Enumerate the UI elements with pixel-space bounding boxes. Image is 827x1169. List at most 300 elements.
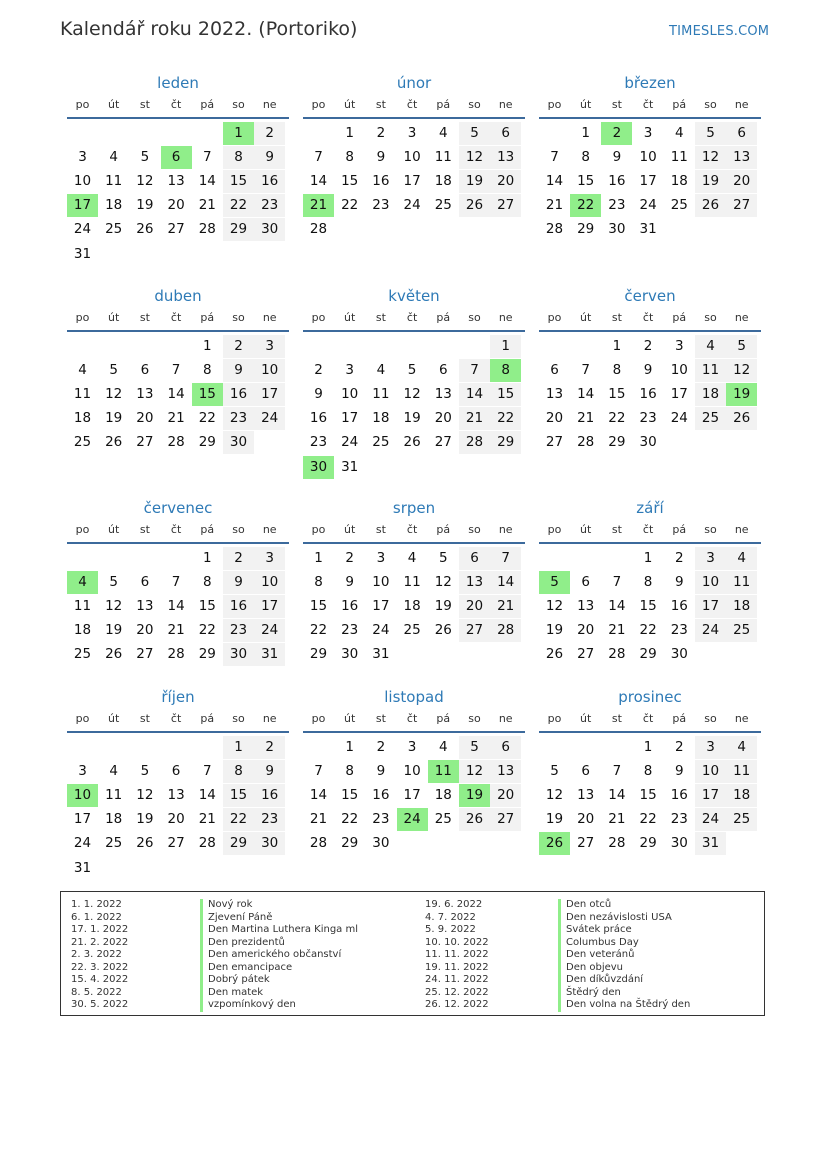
holiday-day-cell[interactable]: 19: [726, 383, 757, 406]
day-cell[interactable]: 16: [341, 598, 359, 615]
day-cell[interactable]: 25: [105, 835, 123, 852]
day-cell[interactable]: 27: [136, 646, 154, 663]
holiday-day-cell[interactable]: 10: [67, 784, 98, 807]
day-cell[interactable]: 1: [223, 736, 254, 759]
day-cell[interactable]: 28: [198, 221, 216, 238]
day-cell[interactable]: 12: [545, 598, 564, 615]
day-cell[interactable]: 30: [670, 835, 688, 852]
day-cell[interactable]: 3: [407, 739, 417, 755]
day-cell[interactable]: 24: [254, 407, 285, 430]
day-cell[interactable]: 8: [314, 574, 323, 591]
day-cell[interactable]: 8: [203, 574, 212, 591]
day-cell[interactable]: 11: [105, 787, 123, 804]
day-cell[interactable]: 25: [403, 622, 421, 639]
day-cell[interactable]: 28: [608, 646, 626, 663]
day-cell[interactable]: 22: [639, 622, 657, 639]
day-cell[interactable]: 31: [372, 646, 390, 663]
day-cell[interactable]: 21: [167, 410, 185, 427]
day-cell[interactable]: 15: [223, 784, 254, 807]
day-cell[interactable]: 4: [675, 125, 684, 141]
day-cell[interactable]: 2: [254, 122, 285, 145]
day-cell[interactable]: 27: [577, 646, 595, 663]
day-cell[interactable]: 1: [581, 125, 590, 141]
day-cell[interactable]: 13: [136, 386, 154, 403]
day-cell[interactable]: 2: [675, 739, 684, 755]
day-cell[interactable]: 14: [608, 787, 626, 804]
day-cell[interactable]: 26: [545, 646, 564, 663]
day-cell[interactable]: 11: [434, 149, 452, 166]
holiday-day-cell[interactable]: 5: [539, 571, 570, 594]
day-cell[interactable]: 20: [167, 197, 185, 214]
day-cell[interactable]: 18: [726, 784, 757, 807]
day-cell[interactable]: 7: [459, 359, 490, 382]
day-cell[interactable]: 12: [434, 574, 452, 591]
day-cell[interactable]: 21: [198, 197, 216, 214]
holiday-day-cell[interactable]: 21: [303, 194, 334, 217]
day-cell[interactable]: 28: [545, 221, 564, 238]
day-cell[interactable]: 15: [639, 787, 657, 804]
day-cell[interactable]: 22: [198, 410, 216, 427]
day-cell[interactable]: 7: [314, 149, 323, 166]
day-cell[interactable]: 2: [223, 547, 254, 570]
holiday-day-cell[interactable]: 19: [459, 784, 490, 807]
day-cell[interactable]: 29: [639, 646, 657, 663]
day-cell[interactable]: 18: [73, 410, 92, 427]
day-cell[interactable]: 6: [140, 362, 150, 379]
day-cell[interactable]: 2: [376, 125, 386, 141]
day-cell[interactable]: 30: [341, 646, 359, 663]
day-cell[interactable]: 25: [105, 221, 123, 238]
day-cell[interactable]: 8: [223, 760, 254, 783]
day-cell[interactable]: 17: [73, 811, 92, 828]
day-cell[interactable]: 12: [136, 173, 154, 190]
day-cell[interactable]: 22: [639, 811, 657, 828]
day-cell[interactable]: 18: [73, 622, 92, 639]
day-cell[interactable]: 31: [639, 221, 657, 238]
day-cell[interactable]: 10: [254, 359, 285, 382]
day-cell[interactable]: 15: [309, 598, 328, 615]
day-cell[interactable]: 19: [545, 811, 564, 828]
day-cell[interactable]: 25: [670, 197, 688, 214]
day-cell[interactable]: 18: [434, 173, 452, 190]
day-cell[interactable]: 31: [341, 458, 359, 475]
holiday-day-cell[interactable]: 24: [397, 808, 428, 831]
day-cell[interactable]: 27: [136, 434, 154, 451]
day-cell[interactable]: 2: [675, 550, 684, 566]
day-cell[interactable]: 6: [726, 122, 757, 145]
day-cell[interactable]: 29: [198, 434, 216, 451]
day-cell[interactable]: 24: [695, 619, 726, 642]
day-cell[interactable]: 4: [407, 550, 417, 566]
holiday-day-cell[interactable]: 30: [303, 456, 334, 479]
day-cell[interactable]: 12: [105, 386, 123, 403]
day-cell[interactable]: 24: [73, 221, 92, 238]
day-cell[interactable]: 4: [439, 739, 448, 755]
day-cell[interactable]: 16: [254, 170, 285, 193]
day-cell[interactable]: 6: [140, 574, 150, 591]
day-cell[interactable]: 9: [612, 149, 622, 166]
day-cell[interactable]: 22: [309, 622, 328, 639]
day-cell[interactable]: 15: [608, 386, 626, 403]
day-cell[interactable]: 13: [726, 146, 757, 169]
day-cell[interactable]: 23: [608, 197, 626, 214]
day-cell[interactable]: 9: [223, 571, 254, 594]
day-cell[interactable]: 16: [608, 173, 626, 190]
day-cell[interactable]: 21: [167, 622, 185, 639]
day-cell[interactable]: 12: [695, 146, 726, 169]
day-cell[interactable]: 6: [581, 574, 590, 591]
day-cell[interactable]: 14: [309, 787, 328, 804]
day-cell[interactable]: 22: [490, 407, 521, 430]
day-cell[interactable]: 18: [726, 595, 757, 618]
day-cell[interactable]: 8: [203, 362, 212, 379]
day-cell[interactable]: 24: [372, 622, 390, 639]
day-cell[interactable]: 26: [105, 434, 123, 451]
day-cell[interactable]: 15: [198, 598, 216, 615]
day-cell[interactable]: 24: [670, 410, 688, 427]
day-cell[interactable]: 5: [109, 362, 118, 379]
day-cell[interactable]: 9: [675, 574, 684, 591]
day-cell[interactable]: 12: [459, 146, 490, 169]
day-cell[interactable]: 29: [223, 218, 254, 241]
day-cell[interactable]: 2: [254, 736, 285, 759]
day-cell[interactable]: 25: [434, 197, 452, 214]
day-cell[interactable]: 13: [167, 173, 185, 190]
day-cell[interactable]: 21: [198, 811, 216, 828]
day-cell[interactable]: 8: [223, 146, 254, 169]
day-cell[interactable]: 27: [434, 434, 452, 451]
day-cell[interactable]: 17: [372, 598, 390, 615]
day-cell[interactable]: 10: [695, 760, 726, 783]
day-cell[interactable]: 5: [459, 736, 490, 759]
day-cell[interactable]: 29: [223, 832, 254, 855]
day-cell[interactable]: 13: [434, 386, 452, 403]
day-cell[interactable]: 3: [407, 125, 417, 141]
day-cell[interactable]: 28: [309, 835, 328, 852]
day-cell[interactable]: 13: [167, 787, 185, 804]
day-cell[interactable]: 1: [203, 550, 212, 566]
day-cell[interactable]: 18: [403, 598, 421, 615]
day-cell[interactable]: 17: [254, 383, 285, 406]
day-cell[interactable]: 21: [608, 811, 626, 828]
day-cell[interactable]: 13: [577, 787, 595, 804]
day-cell[interactable]: 16: [670, 787, 688, 804]
day-cell[interactable]: 5: [695, 122, 726, 145]
day-cell[interactable]: 19: [434, 598, 452, 615]
day-cell[interactable]: 18: [105, 811, 123, 828]
day-cell[interactable]: 6: [439, 362, 448, 379]
day-cell[interactable]: 21: [309, 811, 328, 828]
day-cell[interactable]: 25: [434, 811, 452, 828]
day-cell[interactable]: 20: [459, 595, 490, 618]
brand-link[interactable]: TIMESLES.COM: [669, 24, 770, 39]
day-cell[interactable]: 29: [639, 835, 657, 852]
day-cell[interactable]: 10: [403, 763, 421, 780]
day-cell[interactable]: 22: [198, 622, 216, 639]
day-cell[interactable]: 18: [670, 173, 688, 190]
day-cell[interactable]: 17: [695, 784, 726, 807]
day-cell[interactable]: 25: [726, 808, 757, 831]
day-cell[interactable]: 29: [198, 646, 216, 663]
day-cell[interactable]: 9: [223, 359, 254, 382]
holiday-day-cell[interactable]: 22: [570, 194, 601, 217]
day-cell[interactable]: 23: [341, 622, 359, 639]
day-cell[interactable]: 14: [198, 787, 216, 804]
day-cell[interactable]: 22: [608, 410, 626, 427]
day-cell[interactable]: 30: [639, 434, 657, 451]
day-cell[interactable]: 26: [459, 194, 490, 217]
day-cell[interactable]: 12: [545, 787, 564, 804]
day-cell[interactable]: 15: [341, 787, 359, 804]
day-cell[interactable]: 8: [643, 574, 653, 591]
day-cell[interactable]: 9: [314, 386, 323, 403]
day-cell[interactable]: 2: [314, 362, 323, 379]
day-cell[interactable]: 10: [670, 362, 688, 379]
day-cell[interactable]: 30: [254, 832, 285, 855]
day-cell[interactable]: 17: [670, 386, 688, 403]
day-cell[interactable]: 25: [73, 646, 92, 663]
day-cell[interactable]: 16: [254, 784, 285, 807]
day-cell[interactable]: 28: [608, 835, 626, 852]
day-cell[interactable]: 30: [223, 643, 254, 666]
day-cell[interactable]: 4: [78, 362, 87, 379]
day-cell[interactable]: 13: [545, 386, 564, 403]
day-cell[interactable]: 5: [459, 122, 490, 145]
day-cell[interactable]: 3: [695, 736, 726, 759]
day-cell[interactable]: 28: [577, 434, 595, 451]
day-cell[interactable]: 13: [490, 760, 521, 783]
day-cell[interactable]: 31: [73, 245, 92, 262]
day-cell[interactable]: 11: [695, 359, 726, 382]
day-cell[interactable]: 17: [695, 595, 726, 618]
day-cell[interactable]: 3: [78, 149, 87, 166]
day-cell[interactable]: 27: [545, 434, 564, 451]
day-cell[interactable]: 9: [345, 574, 354, 591]
day-cell[interactable]: 31: [695, 832, 726, 855]
day-cell[interactable]: 4: [109, 763, 118, 780]
day-cell[interactable]: 13: [136, 598, 154, 615]
day-cell[interactable]: 19: [403, 410, 421, 427]
day-cell[interactable]: 12: [105, 598, 123, 615]
day-cell[interactable]: 20: [545, 410, 564, 427]
day-cell[interactable]: 1: [314, 550, 323, 566]
day-cell[interactable]: 15: [490, 383, 521, 406]
day-cell[interactable]: 5: [550, 763, 559, 780]
day-cell[interactable]: 25: [73, 434, 92, 451]
day-cell[interactable]: 6: [459, 547, 490, 570]
day-cell[interactable]: 7: [171, 574, 181, 591]
day-cell[interactable]: 9: [376, 763, 386, 780]
day-cell[interactable]: 27: [490, 194, 521, 217]
day-cell[interactable]: 22: [223, 194, 254, 217]
day-cell[interactable]: 3: [695, 547, 726, 570]
day-cell[interactable]: 5: [407, 362, 417, 379]
day-cell[interactable]: 25: [372, 434, 390, 451]
day-cell[interactable]: 14: [490, 571, 521, 594]
day-cell[interactable]: 31: [254, 643, 285, 666]
day-cell[interactable]: 30: [608, 221, 626, 238]
day-cell[interactable]: 12: [136, 787, 154, 804]
holiday-day-cell[interactable]: 17: [67, 194, 98, 217]
holiday-day-cell[interactable]: 26: [539, 832, 570, 855]
day-cell[interactable]: 7: [314, 763, 323, 780]
day-cell[interactable]: 3: [254, 335, 285, 358]
day-cell[interactable]: 8: [643, 763, 653, 780]
holiday-day-cell[interactable]: 4: [67, 571, 98, 594]
day-cell[interactable]: 1: [345, 739, 354, 755]
day-cell[interactable]: 25: [695, 407, 726, 430]
day-cell[interactable]: 7: [490, 547, 521, 570]
day-cell[interactable]: 28: [459, 431, 490, 454]
day-cell[interactable]: 16: [372, 173, 390, 190]
day-cell[interactable]: 24: [639, 197, 657, 214]
day-cell[interactable]: 2: [345, 550, 354, 566]
day-cell[interactable]: 14: [167, 598, 185, 615]
day-cell[interactable]: 16: [309, 410, 328, 427]
day-cell[interactable]: 16: [223, 383, 254, 406]
holiday-day-cell[interactable]: 6: [161, 146, 192, 169]
day-cell[interactable]: 17: [254, 595, 285, 618]
day-cell[interactable]: 9: [376, 149, 386, 166]
day-cell[interactable]: 3: [345, 362, 354, 379]
day-cell[interactable]: 6: [490, 736, 521, 759]
day-cell[interactable]: 7: [171, 362, 181, 379]
day-cell[interactable]: 26: [695, 194, 726, 217]
day-cell[interactable]: 5: [140, 149, 150, 166]
day-cell[interactable]: 21: [577, 410, 595, 427]
day-cell[interactable]: 23: [254, 808, 285, 831]
day-cell[interactable]: 6: [581, 763, 590, 780]
day-cell[interactable]: 7: [550, 149, 559, 166]
day-cell[interactable]: 1: [490, 335, 521, 358]
day-cell[interactable]: 6: [171, 763, 181, 780]
day-cell[interactable]: 10: [341, 386, 359, 403]
day-cell[interactable]: 23: [223, 407, 254, 430]
day-cell[interactable]: 14: [459, 383, 490, 406]
day-cell[interactable]: 11: [670, 149, 688, 166]
day-cell[interactable]: 26: [136, 221, 154, 238]
day-cell[interactable]: 19: [105, 622, 123, 639]
day-cell[interactable]: 17: [639, 173, 657, 190]
day-cell[interactable]: 26: [459, 808, 490, 831]
day-cell[interactable]: 19: [105, 410, 123, 427]
day-cell[interactable]: 25: [726, 619, 757, 642]
day-cell[interactable]: 6: [490, 122, 521, 145]
day-cell[interactable]: 30: [670, 646, 688, 663]
day-cell[interactable]: 11: [372, 386, 390, 403]
day-cell[interactable]: 4: [439, 125, 448, 141]
day-cell[interactable]: 1: [643, 550, 653, 566]
day-cell[interactable]: 9: [675, 763, 684, 780]
day-cell[interactable]: 3: [78, 763, 87, 780]
day-cell[interactable]: 19: [136, 197, 154, 214]
day-cell[interactable]: 23: [254, 194, 285, 217]
day-cell[interactable]: 23: [372, 811, 390, 828]
day-cell[interactable]: 29: [577, 221, 595, 238]
day-cell[interactable]: 17: [403, 173, 421, 190]
day-cell[interactable]: 30: [254, 218, 285, 241]
day-cell[interactable]: 20: [577, 811, 595, 828]
day-cell[interactable]: 14: [198, 173, 216, 190]
day-cell[interactable]: 15: [223, 170, 254, 193]
day-cell[interactable]: 19: [136, 811, 154, 828]
day-cell[interactable]: 2: [643, 338, 653, 354]
day-cell[interactable]: 6: [550, 362, 559, 379]
day-cell[interactable]: 23: [223, 619, 254, 642]
day-cell[interactable]: 5: [726, 335, 757, 358]
day-cell[interactable]: 17: [341, 410, 359, 427]
day-cell[interactable]: 27: [490, 808, 521, 831]
day-cell[interactable]: 12: [459, 760, 490, 783]
day-cell[interactable]: 23: [670, 622, 688, 639]
day-cell[interactable]: 13: [459, 571, 490, 594]
holiday-day-cell[interactable]: 15: [192, 383, 223, 406]
day-cell[interactable]: 18: [695, 383, 726, 406]
day-cell[interactable]: 7: [203, 763, 212, 780]
holiday-day-cell[interactable]: 2: [601, 122, 632, 145]
day-cell[interactable]: 27: [167, 835, 185, 852]
day-cell[interactable]: 30: [372, 835, 390, 852]
day-cell[interactable]: 3: [254, 547, 285, 570]
day-cell[interactable]: 15: [341, 173, 359, 190]
day-cell[interactable]: 21: [490, 595, 521, 618]
day-cell[interactable]: 22: [341, 197, 359, 214]
day-cell[interactable]: 7: [612, 763, 622, 780]
holiday-day-cell[interactable]: 11: [428, 760, 459, 783]
day-cell[interactable]: 13: [577, 598, 595, 615]
day-cell[interactable]: 9: [643, 362, 653, 379]
day-cell[interactable]: 7: [203, 149, 212, 166]
day-cell[interactable]: 27: [577, 835, 595, 852]
day-cell[interactable]: 21: [459, 407, 490, 430]
day-cell[interactable]: 11: [726, 571, 757, 594]
day-cell[interactable]: 20: [490, 784, 521, 807]
day-cell[interactable]: 24: [73, 835, 92, 852]
day-cell[interactable]: 4: [695, 335, 726, 358]
day-cell[interactable]: 8: [612, 362, 622, 379]
day-cell[interactable]: 3: [643, 125, 653, 141]
day-cell[interactable]: 10: [403, 149, 421, 166]
day-cell[interactable]: 15: [639, 598, 657, 615]
day-cell[interactable]: 24: [254, 619, 285, 642]
day-cell[interactable]: 29: [309, 646, 328, 663]
day-cell[interactable]: 8: [345, 149, 354, 166]
day-cell[interactable]: 26: [105, 646, 123, 663]
day-cell[interactable]: 23: [670, 811, 688, 828]
day-cell[interactable]: 11: [105, 173, 123, 190]
day-cell[interactable]: 14: [577, 386, 595, 403]
day-cell[interactable]: 16: [639, 386, 657, 403]
day-cell[interactable]: 12: [403, 386, 421, 403]
day-cell[interactable]: 23: [372, 197, 390, 214]
day-cell[interactable]: 28: [167, 646, 185, 663]
day-cell[interactable]: 29: [608, 434, 626, 451]
day-cell[interactable]: 21: [545, 197, 564, 214]
day-cell[interactable]: 27: [459, 619, 490, 642]
day-cell[interactable]: 10: [254, 571, 285, 594]
day-cell[interactable]: 8: [345, 763, 354, 780]
day-cell[interactable]: 24: [403, 197, 421, 214]
day-cell[interactable]: 19: [459, 170, 490, 193]
day-cell[interactable]: 28: [198, 835, 216, 852]
day-cell[interactable]: 1: [612, 338, 622, 354]
day-cell[interactable]: 17: [403, 787, 421, 804]
day-cell[interactable]: 5: [109, 574, 118, 591]
day-cell[interactable]: 20: [577, 622, 595, 639]
day-cell[interactable]: 26: [726, 407, 757, 430]
day-cell[interactable]: 2: [223, 335, 254, 358]
holiday-day-cell[interactable]: 8: [490, 359, 521, 382]
